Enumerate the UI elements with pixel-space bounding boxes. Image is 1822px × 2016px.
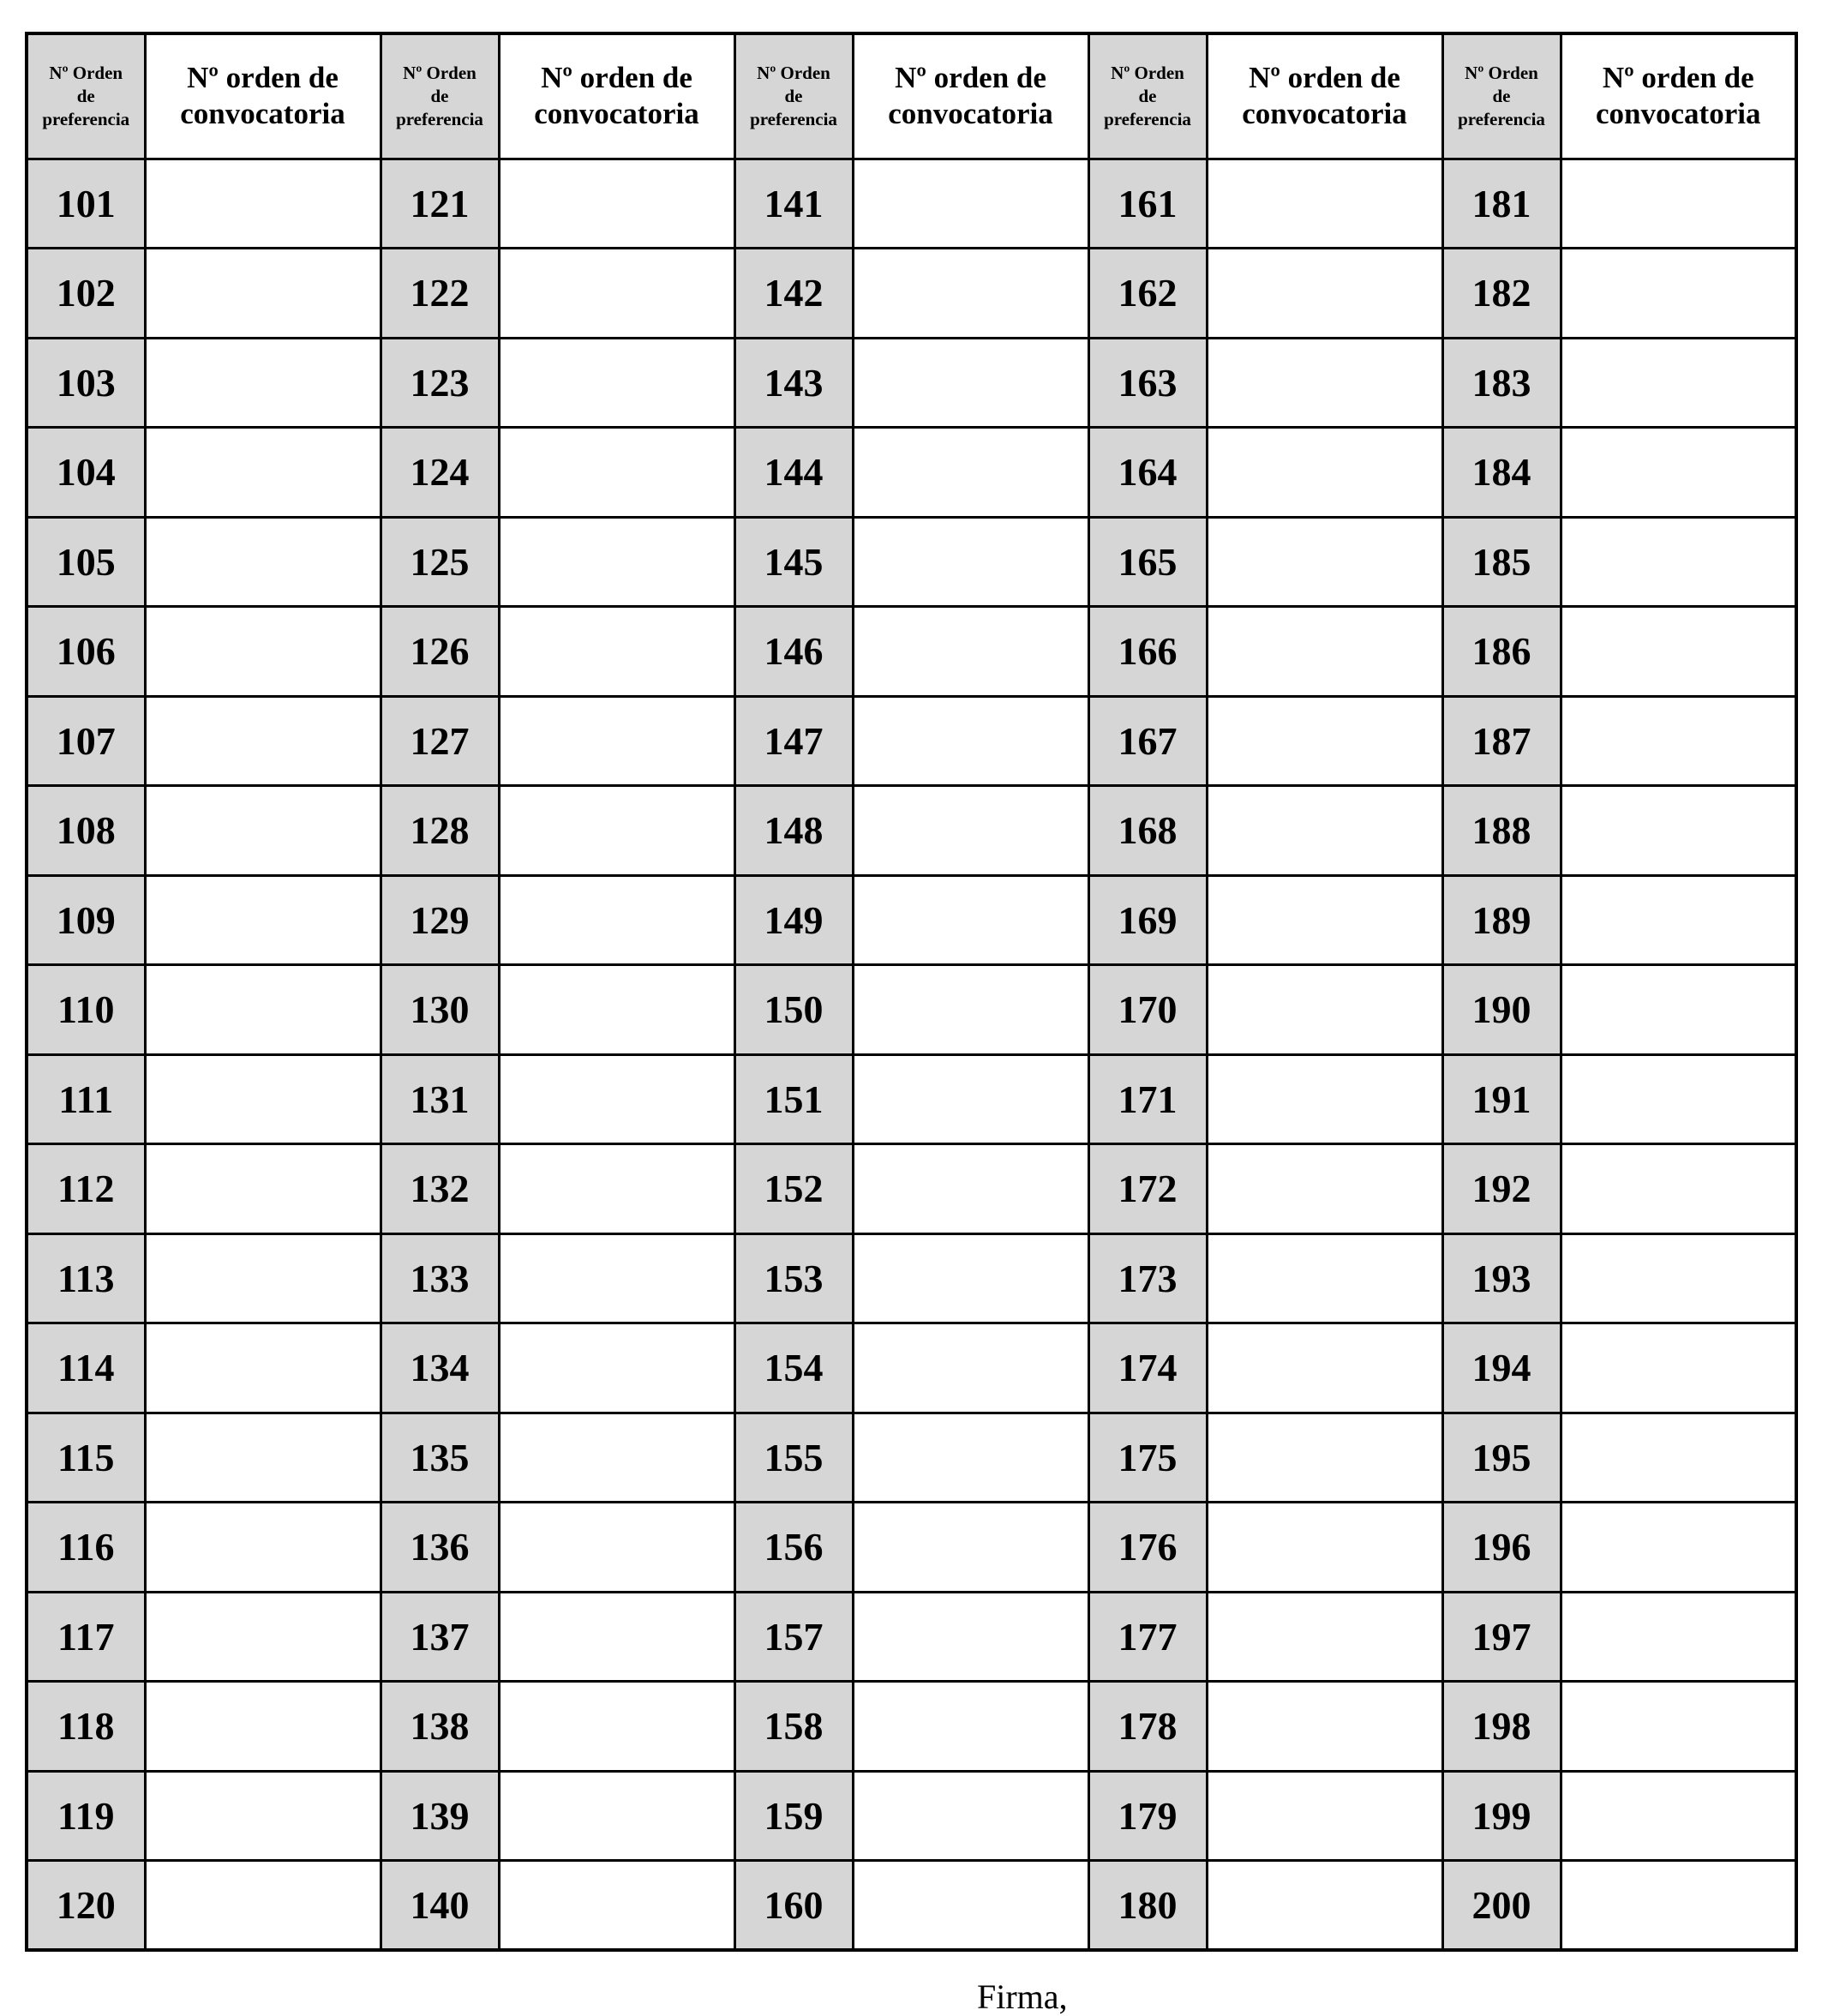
convocatoria-order-header <box>853 33 1088 159</box>
preference-number-cell: 189 <box>1442 875 1561 965</box>
convocatoria-entry-cell[interactable] <box>853 1861 1088 1951</box>
convocatoria-entry-cell[interactable] <box>1207 1503 1442 1593</box>
preference-number-cell: 108 <box>27 786 145 876</box>
header-line: Nº Orden <box>757 62 830 83</box>
preference-number-cell: 169 <box>1088 875 1207 965</box>
preference-number-cell: 110 <box>27 965 145 1055</box>
preference-number-cell: 168 <box>1088 786 1207 876</box>
convocatoria-entry-cell[interactable] <box>853 159 1088 249</box>
preference-number-cell: 179 <box>1088 1771 1207 1861</box>
table-row <box>27 1771 1796 1861</box>
preference-number-cell: 140 <box>381 1861 499 1951</box>
preference-number-cell: 101 <box>27 159 145 249</box>
convocatoria-entry-cell[interactable] <box>1207 1323 1442 1413</box>
convocatoria-entry-cell[interactable] <box>1561 786 1796 876</box>
header-line: Nº orden de <box>187 61 339 95</box>
convocatoria-entry-cell[interactable] <box>853 1144 1088 1234</box>
convocatoria-entry-cell[interactable] <box>145 249 381 339</box>
convocatoria-entry-cell[interactable] <box>1207 1592 1442 1682</box>
preference-number-cell: 139 <box>381 1771 499 1861</box>
preference-number-cell: 181 <box>1442 159 1561 249</box>
table-row <box>27 696 1796 786</box>
header-line: convocatoria <box>1596 97 1761 131</box>
preference-number-cell: 190 <box>1442 965 1561 1055</box>
preference-number-cell: 154 <box>734 1323 853 1413</box>
preference-number-cell: 145 <box>734 517 853 607</box>
convocatoria-entry-cell[interactable] <box>1561 1503 1796 1593</box>
table-row <box>27 786 1796 876</box>
preference-number-cell: 183 <box>1442 338 1561 428</box>
convocatoria-entry-cell[interactable] <box>853 338 1088 428</box>
convocatoria-entry-cell[interactable] <box>853 1413 1088 1503</box>
preference-number-cell: 127 <box>381 696 499 786</box>
preference-number-cell: 152 <box>734 1144 853 1234</box>
convocatoria-entry-cell[interactable] <box>1561 517 1796 607</box>
preference-number-cell: 130 <box>381 965 499 1055</box>
preference-number-cell: 198 <box>1442 1682 1561 1772</box>
convocatoria-entry-cell[interactable] <box>1207 159 1442 249</box>
preference-number-cell: 196 <box>1442 1503 1561 1593</box>
convocatoria-entry-cell[interactable] <box>853 1771 1088 1861</box>
convocatoria-entry-cell[interactable] <box>499 1861 734 1951</box>
preference-number-cell: 151 <box>734 1054 853 1144</box>
preference-number-cell: 199 <box>1442 1771 1561 1861</box>
convocatoria-entry-cell[interactable] <box>499 428 734 518</box>
preference-number-cell: 121 <box>381 159 499 249</box>
preference-number-cell: 111 <box>27 1054 145 1144</box>
table-row <box>27 965 1796 1055</box>
convocatoria-order-header <box>1561 33 1796 159</box>
preference-number-cell: 119 <box>27 1771 145 1861</box>
convocatoria-entry-cell[interactable] <box>1561 428 1796 518</box>
convocatoria-order-header <box>499 33 734 159</box>
preference-number-cell: 105 <box>27 517 145 607</box>
preference-order-table <box>25 32 1798 1952</box>
convocatoria-entry-cell[interactable] <box>145 696 381 786</box>
convocatoria-entry-cell[interactable] <box>1207 1771 1442 1861</box>
preference-number-cell: 160 <box>734 1861 853 1951</box>
convocatoria-entry-cell[interactable] <box>145 1861 381 1951</box>
convocatoria-entry-cell[interactable] <box>145 338 381 428</box>
convocatoria-entry-cell[interactable] <box>853 607 1088 697</box>
preference-number-cell: 147 <box>734 696 853 786</box>
preference-number-cell: 178 <box>1088 1682 1207 1772</box>
convocatoria-entry-cell[interactable] <box>145 1323 381 1413</box>
preference-number-cell: 106 <box>27 607 145 697</box>
preference-number-cell: 117 <box>27 1592 145 1682</box>
preference-number-cell: 195 <box>1442 1413 1561 1503</box>
preference-number-cell: 126 <box>381 607 499 697</box>
preference-number-cell: 177 <box>1088 1592 1207 1682</box>
convocatoria-entry-cell[interactable] <box>853 965 1088 1055</box>
header-line: convocatoria <box>1242 97 1407 131</box>
convocatoria-entry-cell[interactable] <box>1561 1233 1796 1323</box>
preference-number-cell: 171 <box>1088 1054 1207 1144</box>
preference-number-cell: 141 <box>734 159 853 249</box>
convocatoria-entry-cell[interactable] <box>1561 1771 1796 1861</box>
header-line: preferencia <box>1458 108 1545 129</box>
table-row <box>27 159 1796 249</box>
preference-number-cell: 120 <box>27 1861 145 1951</box>
convocatoria-entry-cell[interactable] <box>499 1771 734 1861</box>
convocatoria-entry-cell[interactable] <box>1207 1233 1442 1323</box>
convocatoria-entry-cell[interactable] <box>1207 1861 1442 1951</box>
preference-number-cell: 134 <box>381 1323 499 1413</box>
convocatoria-entry-cell[interactable] <box>853 517 1088 607</box>
table-row <box>27 607 1796 697</box>
signature-label: Firma, <box>977 1977 1068 2016</box>
convocatoria-entry-cell[interactable] <box>1561 1323 1796 1413</box>
preference-number-cell: 185 <box>1442 517 1561 607</box>
preference-number-cell: 129 <box>381 875 499 965</box>
preference-number-cell: 102 <box>27 249 145 339</box>
table-row <box>27 249 1796 339</box>
convocatoria-entry-cell[interactable] <box>1207 249 1442 339</box>
convocatoria-entry-cell[interactable] <box>145 1771 381 1861</box>
preference-number-cell: 175 <box>1088 1413 1207 1503</box>
convocatoria-entry-cell[interactable] <box>853 786 1088 876</box>
convocatoria-entry-cell[interactable] <box>499 1144 734 1234</box>
preference-number-cell: 122 <box>381 249 499 339</box>
convocatoria-entry-cell[interactable] <box>499 1054 734 1144</box>
table-row <box>27 338 1796 428</box>
convocatoria-entry-cell[interactable] <box>499 1682 734 1772</box>
convocatoria-entry-cell[interactable] <box>1561 607 1796 697</box>
preference-number-cell: 116 <box>27 1503 145 1593</box>
table-row <box>27 1233 1796 1323</box>
preference-number-cell: 187 <box>1442 696 1561 786</box>
convocatoria-entry-cell[interactable] <box>1207 786 1442 876</box>
convocatoria-order-header <box>145 33 381 159</box>
preference-number-cell: 128 <box>381 786 499 876</box>
preference-number-cell: 103 <box>27 338 145 428</box>
convocatoria-entry-cell[interactable] <box>853 1233 1088 1323</box>
convocatoria-entry-cell[interactable] <box>1561 338 1796 428</box>
convocatoria-entry-cell[interactable] <box>499 607 734 697</box>
preference-number-cell: 184 <box>1442 428 1561 518</box>
table-row <box>27 875 1796 965</box>
preference-number-cell: 174 <box>1088 1323 1207 1413</box>
preference-number-cell: 191 <box>1442 1054 1561 1144</box>
preference-number-cell: 163 <box>1088 338 1207 428</box>
preference-number-cell: 113 <box>27 1233 145 1323</box>
header-line: Nº Orden <box>1111 62 1184 83</box>
table-row <box>27 1144 1796 1234</box>
preference-number-cell: 125 <box>381 517 499 607</box>
convocatoria-entry-cell[interactable] <box>145 159 381 249</box>
convocatoria-entry-cell[interactable] <box>1561 1054 1796 1144</box>
table-row <box>27 428 1796 518</box>
convocatoria-order-header <box>1207 33 1442 159</box>
convocatoria-entry-cell[interactable] <box>499 786 734 876</box>
convocatoria-entry-cell[interactable] <box>499 338 734 428</box>
preference-number-cell: 166 <box>1088 607 1207 697</box>
preference-number-cell: 186 <box>1442 607 1561 697</box>
convocatoria-entry-cell[interactable] <box>145 1413 381 1503</box>
header-line: de <box>784 85 803 106</box>
preference-number-cell: 192 <box>1442 1144 1561 1234</box>
convocatoria-entry-cell[interactable] <box>499 249 734 339</box>
convocatoria-entry-cell[interactable] <box>853 1592 1088 1682</box>
convocatoria-entry-cell[interactable] <box>1561 1861 1796 1951</box>
convocatoria-entry-cell[interactable] <box>145 1503 381 1593</box>
convocatoria-entry-cell[interactable] <box>1207 517 1442 607</box>
preference-number-cell: 132 <box>381 1144 499 1234</box>
preference-number-cell: 197 <box>1442 1592 1561 1682</box>
preference-number-cell: 112 <box>27 1144 145 1234</box>
preference-number-cell: 200 <box>1442 1861 1561 1951</box>
table-row <box>27 1682 1796 1772</box>
header-line: convocatoria <box>888 97 1053 131</box>
convocatoria-entry-cell[interactable] <box>1207 338 1442 428</box>
table-row <box>27 1592 1796 1682</box>
convocatoria-entry-cell[interactable] <box>145 875 381 965</box>
table-row <box>27 1323 1796 1413</box>
convocatoria-entry-cell[interactable] <box>1561 875 1796 965</box>
convocatoria-entry-cell[interactable] <box>145 1592 381 1682</box>
convocatoria-entry-cell[interactable] <box>1207 965 1442 1055</box>
convocatoria-entry-cell[interactable] <box>853 875 1088 965</box>
convocatoria-entry-cell[interactable] <box>499 1323 734 1413</box>
table-row <box>27 1413 1796 1503</box>
header-line: Nº orden de <box>541 61 692 95</box>
convocatoria-entry-cell[interactable] <box>499 1503 734 1593</box>
table-body <box>27 159 1796 1950</box>
convocatoria-entry-cell[interactable] <box>145 428 381 518</box>
convocatoria-entry-cell[interactable] <box>145 1054 381 1144</box>
table-row <box>27 1861 1796 1951</box>
preference-number-cell: 150 <box>734 965 853 1055</box>
convocatoria-entry-cell[interactable] <box>853 428 1088 518</box>
preference-number-cell: 161 <box>1088 159 1207 249</box>
preference-number-cell: 135 <box>381 1413 499 1503</box>
preference-number-cell: 136 <box>381 1503 499 1593</box>
table-row <box>27 1054 1796 1144</box>
preference-number-cell: 194 <box>1442 1323 1561 1413</box>
convocatoria-entry-cell[interactable] <box>145 517 381 607</box>
preference-number-cell: 114 <box>27 1323 145 1413</box>
header-line: Nº Orden <box>49 62 123 83</box>
preference-number-cell: 104 <box>27 428 145 518</box>
convocatoria-entry-cell[interactable] <box>1207 1413 1442 1503</box>
convocatoria-entry-cell[interactable] <box>145 1233 381 1323</box>
preference-number-cell: 157 <box>734 1592 853 1682</box>
preference-order-header <box>1088 33 1207 159</box>
preference-number-cell: 124 <box>381 428 499 518</box>
header-line: convocatoria <box>180 97 345 131</box>
convocatoria-entry-cell[interactable] <box>145 1682 381 1772</box>
convocatoria-entry-cell[interactable] <box>1561 1144 1796 1234</box>
preference-number-cell: 176 <box>1088 1503 1207 1593</box>
preference-number-cell: 146 <box>734 607 853 697</box>
preference-number-cell: 170 <box>1088 965 1207 1055</box>
convocatoria-entry-cell[interactable] <box>1207 1054 1442 1144</box>
convocatoria-entry-cell[interactable] <box>145 786 381 876</box>
header-line: preferencia <box>396 108 483 129</box>
header-line: Nº Orden <box>1465 62 1538 83</box>
convocatoria-entry-cell[interactable] <box>853 1503 1088 1593</box>
preference-number-cell: 118 <box>27 1682 145 1772</box>
preference-number-cell: 131 <box>381 1054 499 1144</box>
convocatoria-entry-cell[interactable] <box>1561 1592 1796 1682</box>
convocatoria-entry-cell[interactable] <box>853 696 1088 786</box>
convocatoria-entry-cell[interactable] <box>853 249 1088 339</box>
table-header-row <box>27 33 1796 159</box>
preference-number-cell: 164 <box>1088 428 1207 518</box>
convocatoria-entry-cell[interactable] <box>1561 965 1796 1055</box>
preference-number-cell: 123 <box>381 338 499 428</box>
preference-number-cell: 107 <box>27 696 145 786</box>
convocatoria-entry-cell[interactable] <box>853 1054 1088 1144</box>
preference-number-cell: 180 <box>1088 1861 1207 1951</box>
preference-number-cell: 155 <box>734 1413 853 1503</box>
convocatoria-entry-cell[interactable] <box>145 965 381 1055</box>
convocatoria-entry-cell[interactable] <box>499 965 734 1055</box>
header-line: Nº orden de <box>1602 61 1754 95</box>
preference-number-cell: 158 <box>734 1682 853 1772</box>
preference-number-cell: 165 <box>1088 517 1207 607</box>
preference-number-cell: 137 <box>381 1592 499 1682</box>
convocatoria-entry-cell[interactable] <box>1207 1682 1442 1772</box>
header-line: preferencia <box>42 108 130 129</box>
convocatoria-entry-cell[interactable] <box>1207 607 1442 697</box>
header-line: Nº Orden <box>403 62 476 83</box>
preference-order-header <box>381 33 499 159</box>
preference-number-cell: 173 <box>1088 1233 1207 1323</box>
convocatoria-entry-cell[interactable] <box>853 1323 1088 1413</box>
convocatoria-entry-cell[interactable] <box>1207 875 1442 965</box>
preference-number-cell: 148 <box>734 786 853 876</box>
table-row <box>27 1503 1796 1593</box>
header-line: Nº orden de <box>1249 61 1400 95</box>
header-line: de <box>1138 85 1157 106</box>
header-line: de <box>1492 85 1511 106</box>
preference-number-cell: 109 <box>27 875 145 965</box>
preference-number-cell: 133 <box>381 1233 499 1323</box>
table-row <box>27 517 1796 607</box>
preference-number-cell: 153 <box>734 1233 853 1323</box>
header-line: preferencia <box>1104 108 1191 129</box>
preference-number-cell: 115 <box>27 1413 145 1503</box>
convocatoria-entry-cell[interactable] <box>1561 1413 1796 1503</box>
preference-number-cell: 156 <box>734 1503 853 1593</box>
preference-number-cell: 142 <box>734 249 853 339</box>
convocatoria-entry-cell[interactable] <box>1561 159 1796 249</box>
preference-number-cell: 143 <box>734 338 853 428</box>
convocatoria-entry-cell[interactable] <box>499 696 734 786</box>
convocatoria-entry-cell[interactable] <box>145 607 381 697</box>
convocatoria-entry-cell[interactable] <box>1561 249 1796 339</box>
convocatoria-entry-cell[interactable] <box>499 517 734 607</box>
preference-number-cell: 149 <box>734 875 853 965</box>
convocatoria-entry-cell[interactable] <box>1561 1682 1796 1772</box>
convocatoria-entry-cell[interactable] <box>499 1233 734 1323</box>
header-line: convocatoria <box>534 97 699 131</box>
preference-order-header <box>734 33 853 159</box>
convocatoria-entry-cell[interactable] <box>499 1413 734 1503</box>
convocatoria-entry-cell[interactable] <box>499 1592 734 1682</box>
preference-number-cell: 172 <box>1088 1144 1207 1234</box>
preference-number-cell: 162 <box>1088 249 1207 339</box>
convocatoria-entry-cell[interactable] <box>499 159 734 249</box>
convocatoria-entry-cell[interactable] <box>1207 428 1442 518</box>
preference-number-cell: 193 <box>1442 1233 1561 1323</box>
convocatoria-entry-cell[interactable] <box>1207 696 1442 786</box>
convocatoria-entry-cell[interactable] <box>1207 1144 1442 1234</box>
preference-number-cell: 182 <box>1442 249 1561 339</box>
convocatoria-entry-cell[interactable] <box>145 1144 381 1234</box>
preference-order-header <box>1442 33 1561 159</box>
header-line: preferencia <box>750 108 837 129</box>
convocatoria-entry-cell[interactable] <box>853 1682 1088 1772</box>
preference-number-cell: 159 <box>734 1771 853 1861</box>
header-line: de <box>76 85 95 106</box>
preference-number-cell: 138 <box>381 1682 499 1772</box>
preference-order-header <box>27 33 145 159</box>
preference-number-cell: 144 <box>734 428 853 518</box>
preference-number-cell: 188 <box>1442 786 1561 876</box>
convocatoria-entry-cell[interactable] <box>499 875 734 965</box>
header-line: Nº orden de <box>895 61 1046 95</box>
convocatoria-entry-cell[interactable] <box>1561 696 1796 786</box>
preference-number-cell: 167 <box>1088 696 1207 786</box>
header-line: de <box>430 85 449 106</box>
